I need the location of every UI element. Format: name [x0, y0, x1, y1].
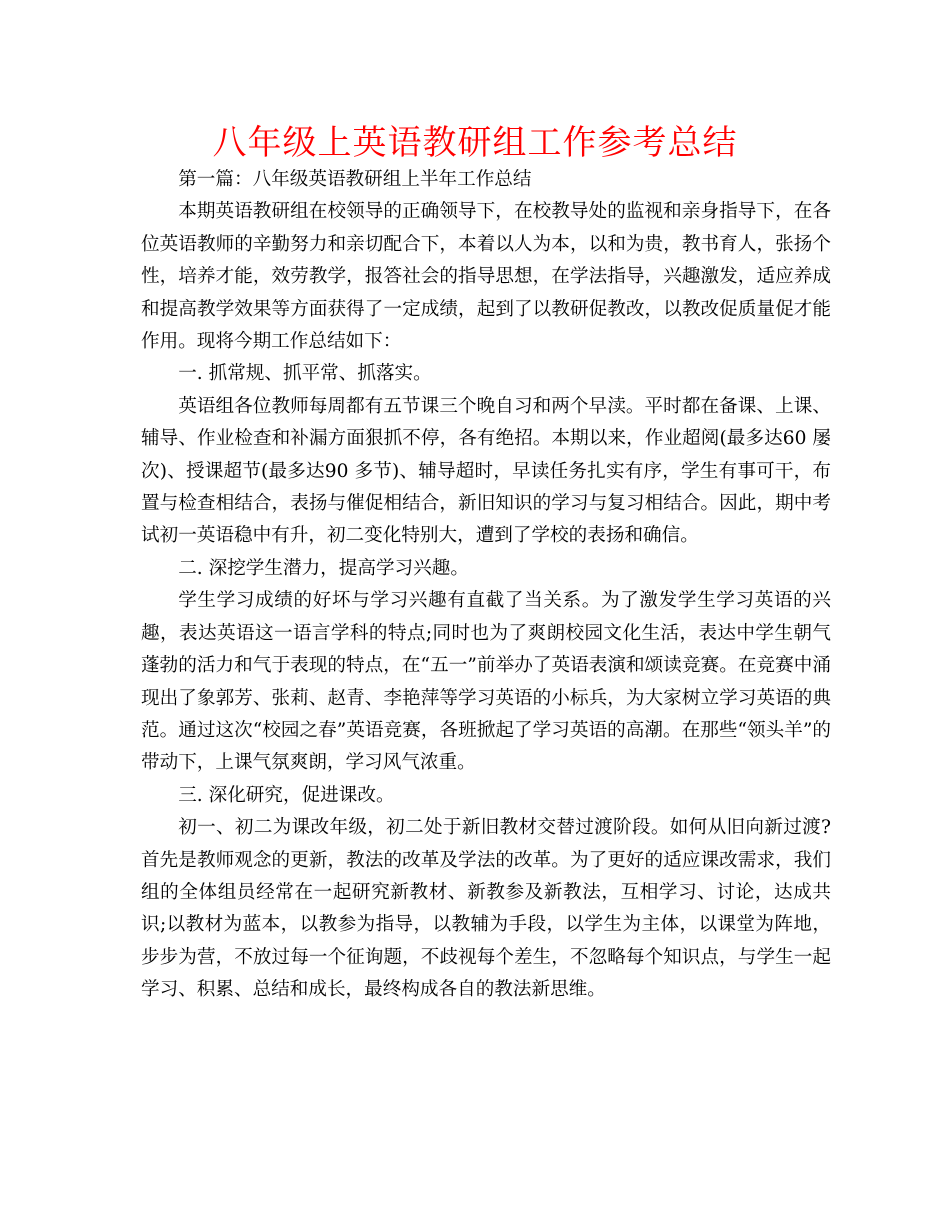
section-heading-2: 二. 深挖学生潜力，提高学习兴趣。 [178, 557, 469, 579]
intro-paragraph: 本期英语教研组在校领导的正确领导下，在校教导处的监视和亲身指导下，在各位英语教师的辛勤努力和亲切配合下，本着以人为本，以和为贵，教书育人，张扬个性，培养才能，效劳教学，报答社会的指导思想，在学法指导，兴趣激发，适应养成和提高教学效果等方面获得了一定成绩，起到了以教研促教改，以教改促质量促才能作用。现将今期工作总结如下： [141, 201, 831, 353]
section-1-paragraph: 英语组各位教师每周都有五节课三个晚自习和两个早渎。平时都在备课、上课、辅导、作业检查和补漏方面狠抓不停，各有绝招。本期以来，作业超阅(最多达60 屡次)、授课超节(最多达90 多节)、辅导超时，早读任务扎实有序，学生有事可干，布置与检查相结合，表扬与催促相结合，新旧知识的学习与复习相结合。因此，期中考试初一英语稳中有升，初二变化特别大，遭到了学校的表扬和确信。 [141, 395, 831, 547]
section-heading-1: 一. 抓常规、抓平常、抓落实。 [178, 363, 432, 385]
document-title: 八年级上英语教研组工作参考总结 [212, 123, 738, 163]
section-heading-3: 三. 深化研究，促进课改。 [178, 784, 395, 806]
section-heading-part-one: 第一篇：八年级英语教研组上半年工作总结 [178, 169, 532, 190]
section-2-paragraph: 学生学习成绩的好坏与学习兴趣有直截了当关系。为了激发学生学习英语的兴趣，表达英语这一语言学科的特点;同时也为了爽朗校园文化生活，表达中学生朝气蓬勃的活力和气于表现的特点，在“五一”前举办了英语表演和颂读竞赛。在竞赛中涌现出了象郭芳、张莉、赵青、李艳萍等学习英语的小标兵，为大家树立学习英语的典范。通过这次“校园之春”英语竞赛，各班掀起了学习英语的高潮。在那些“领头羊”的带动下，上课气氛爽朗，学习风气浓重。 [141, 590, 831, 774]
document-body [141, 164, 831, 1007]
section-3-paragraph: 初一、初二为课改年级，初二处于新旧教材交替过渡阶段。如何从旧向新过渡?首先是教师观念的更新，教法的改革及学法的改革。为了更好的适应课改需求，我们组的全体组员经常在一起研究新教材、新教参及新教法，互相学习、讨论，达成共识;以教材为蓝本，以教参为指导，以教辅为手段，以学生为主体，以课堂为阵地，步步为营，不放过每一个征询题，不歧视每个差生，不忽略每个知识点，与学生一起学习、积累、总结和成长，最终构成各自的教法新思维。 [141, 817, 831, 1001]
